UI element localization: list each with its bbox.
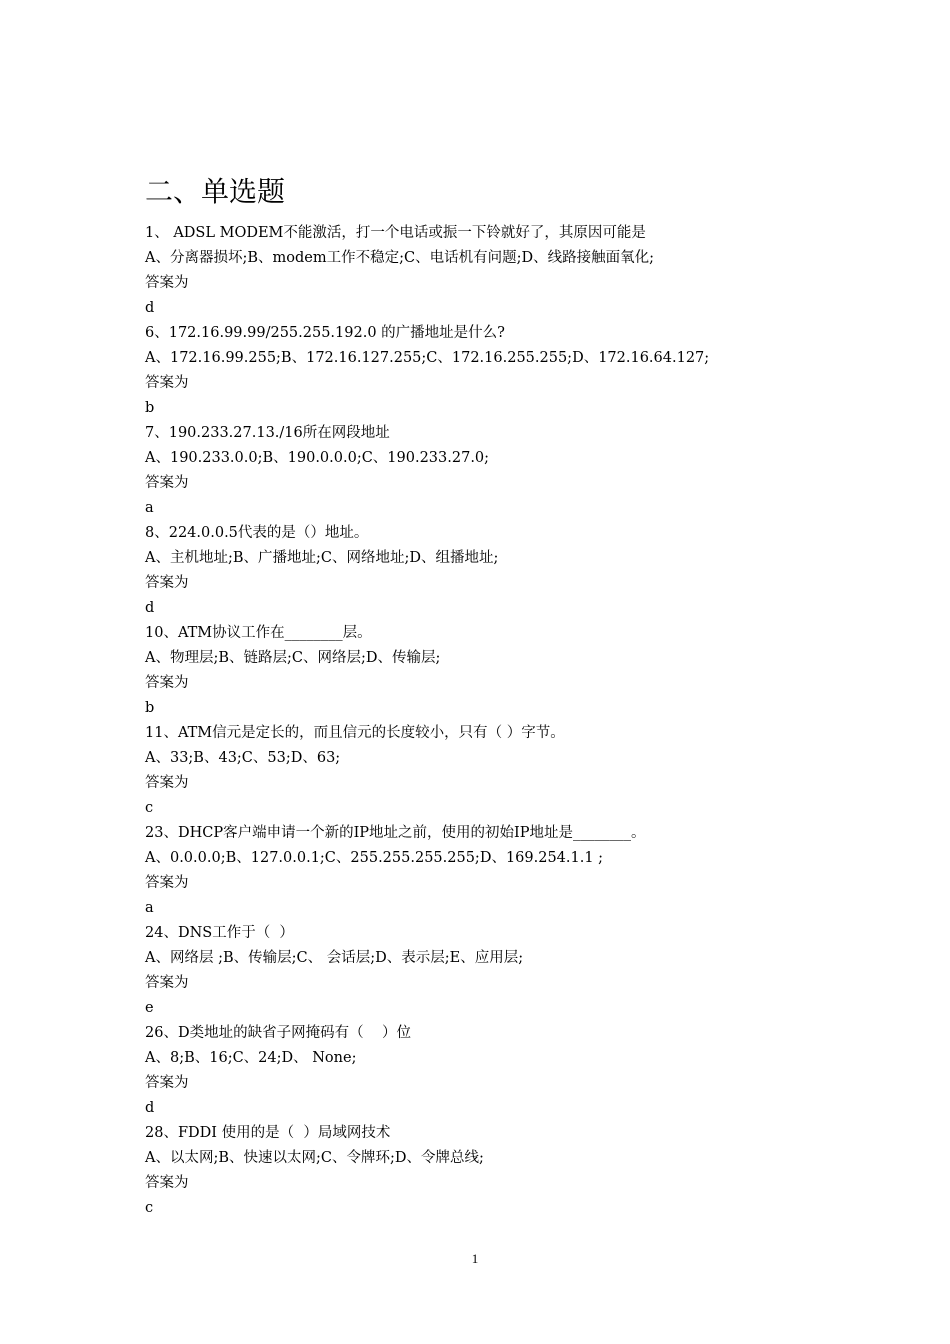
answer-value: a: [145, 900, 154, 916]
question-text: 1、 ADSL MODEM不能激活，打一个电话或振一下铃就好了，其原因可能是: [145, 225, 646, 241]
question-text: 10、ATM协议工作在________层。: [145, 625, 372, 641]
question-text: 6、172.16.99.99/255.255.192.0 的广播地址是什么?: [145, 325, 505, 341]
answer-label: 答案为: [145, 875, 189, 891]
question-options: A、以太网;B、快速以太网;C、令牌环;D、令牌总线;: [145, 1150, 484, 1166]
answer-value: d: [145, 1100, 155, 1116]
answer-label: 答案为: [145, 675, 189, 691]
question-text: 24、DNS工作于（ ）: [145, 925, 294, 941]
answer-label: 答案为: [145, 275, 189, 291]
question-text: 26、D类地址的缺省子网掩码有（ ）位: [145, 1025, 412, 1041]
question-options: A、分离器损坏;B、modem工作不稳定;C、电话机有问题;D、线路接触面氧化;: [145, 250, 654, 266]
answer-value: d: [145, 300, 155, 316]
question-text: 28、FDDI 使用的是（ ）局域网技术: [145, 1125, 391, 1141]
answer-label: 答案为: [145, 475, 189, 491]
answer-label: 答案为: [145, 1075, 189, 1091]
answer-value: c: [145, 1200, 154, 1216]
answer-label: 答案为: [145, 1175, 189, 1191]
question-options: A、190.233.0.0;B、190.0.0.0;C、190.233.27.0;: [145, 450, 490, 466]
page-number: 1: [471, 1251, 479, 1266]
question-options: A、0.0.0.0;B、127.0.0.1;C、255.255.255.255;D、169.254.1.1 ;: [145, 850, 604, 866]
answer-label: 答案为: [145, 975, 189, 991]
question-text: 23、DHCP客户端申请一个新的IP地址之前，使用的初始IP地址是________。: [145, 825, 646, 841]
answer-value: e: [145, 1000, 154, 1016]
question-text: 8、224.0.0.5代表的是（）地址。: [145, 525, 369, 541]
question-options: A、网络层 ;B、传输层;C、 会话层;D、表示层;E、应用层;: [145, 950, 524, 966]
answer-label: 答案为: [145, 375, 189, 391]
answer-value: b: [145, 400, 155, 416]
answer-value: d: [145, 600, 155, 616]
question-list: [145, 221, 845, 1221]
question-options: A、33;B、43;C、53;D、63;: [145, 750, 341, 766]
question-options: A、物理层;B、链路层;C、网络层;D、传输层;: [145, 650, 441, 666]
answer-label: 答案为: [145, 575, 189, 591]
answer-value: a: [145, 500, 154, 516]
section-heading: 二、单选题: [145, 175, 286, 208]
answer-label: 答案为: [145, 775, 189, 791]
question-text: 11、ATM信元是定长的，而且信元的长度较小，只有（ ）字节。: [145, 725, 565, 741]
question-options: A、8;B、16;C、24;D、 None;: [145, 1050, 357, 1066]
answer-value: b: [145, 700, 155, 716]
question-text: 7、190.233.27.13./16所在网段地址: [145, 425, 390, 441]
question-options: A、172.16.99.255;B、172.16.127.255;C、172.16.255.255;D、172.16.64.127;: [145, 350, 710, 366]
question-options: A、主机地址;B、广播地址;C、网络地址;D、组播地址;: [145, 550, 499, 566]
answer-value: c: [145, 800, 154, 816]
